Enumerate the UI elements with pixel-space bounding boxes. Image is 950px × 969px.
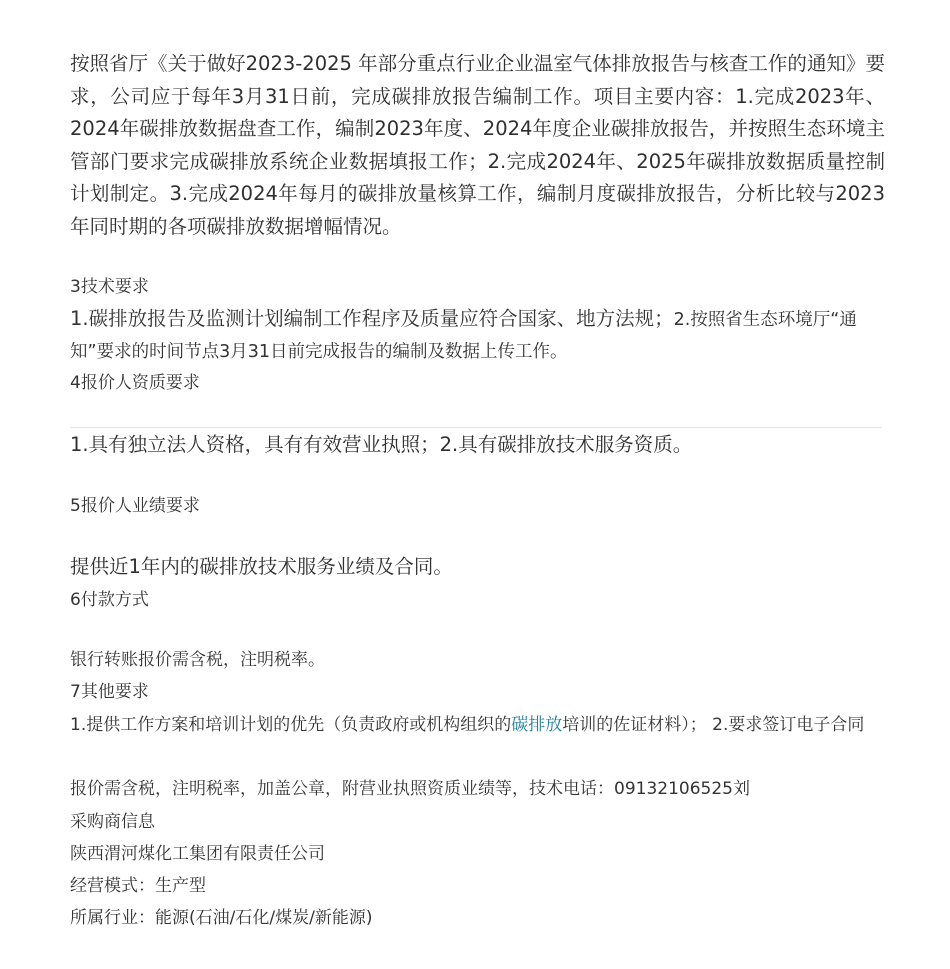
qualification-text: 1.具有独立法人资格，具有有效营业执照；2.具有碳排放技术服务资质。 — [70, 433, 693, 456]
tech-requirements-heading: 3技术要求 — [70, 277, 149, 297]
other-text-after-link: 培训的佐证材料）； 2.要求签订电子合同 — [562, 715, 865, 735]
tech-requirements-text — [70, 303, 885, 368]
tech-requirements-lead: 1.碳排放报告及监测计划编制工作程序及质量应符合国家、地方法规； — [70, 307, 674, 330]
qualification-heading: 4报价人资质要求 — [70, 373, 200, 393]
other-requirements-heading: 7其他要求 — [70, 682, 149, 702]
buyer-company-name: 陕西渭河煤化工集团有限责任公司 — [70, 844, 325, 864]
project-intro-paragraph: 按照省厅《关于做好2023-2025 年部分重点行业企业温室气体排放报告与核查工作的通知》要求，公司应于每年3月31日前，完成碳排放报告编制工作。项目主要内容：1.完成2023年、2024年碳排放数据盘查工作，编制2023年度、2024年度企业碳排放报告，并按照生态环境主管部门要求完成碳排放系统企业数据填报工作；2.完成2024年、2025年碳排放数据质量控制计划制定。3.完成2024年每月的碳排放量核算工作，编制月度碳排放报告，分析比较与2023年同时期的各项碳排放数据增幅情况。 — [70, 52, 885, 238]
other-requirements-text — [70, 709, 885, 741]
carbon-emission-link[interactable]: 碳排放 — [511, 715, 563, 735]
buyer-industry: 所属行业：能源(石油/石化/煤炭/新能源) — [70, 908, 373, 928]
other-text-before-link: 1.提供工作方案和培训计划的优先（负责政府或机构组织的 — [70, 715, 512, 735]
section-divider — [70, 427, 882, 428]
payment-heading: 6付款方式 — [70, 590, 149, 610]
buyer-info-heading: 采购商信息 — [70, 812, 155, 832]
payment-text: 银行转账报价需含税，注明税率。 — [70, 650, 325, 670]
tech-requirements-rest: 2.按照省生态环境厅“通知”要求的时间节点3月31日前完成报告的编制及数据上传工作。 — [70, 310, 857, 362]
performance-text: 提供近1年内的碳排放技术服务业绩及合同。 — [70, 555, 453, 578]
quote-note: 报价需含税，注明税率，加盖公章，附营业执照资质业绩等，技术电话：09132106525刘 — [70, 779, 750, 799]
buyer-business-mode: 经营模式：生产型 — [70, 876, 206, 896]
performance-heading: 5报价人业绩要求 — [70, 496, 200, 516]
